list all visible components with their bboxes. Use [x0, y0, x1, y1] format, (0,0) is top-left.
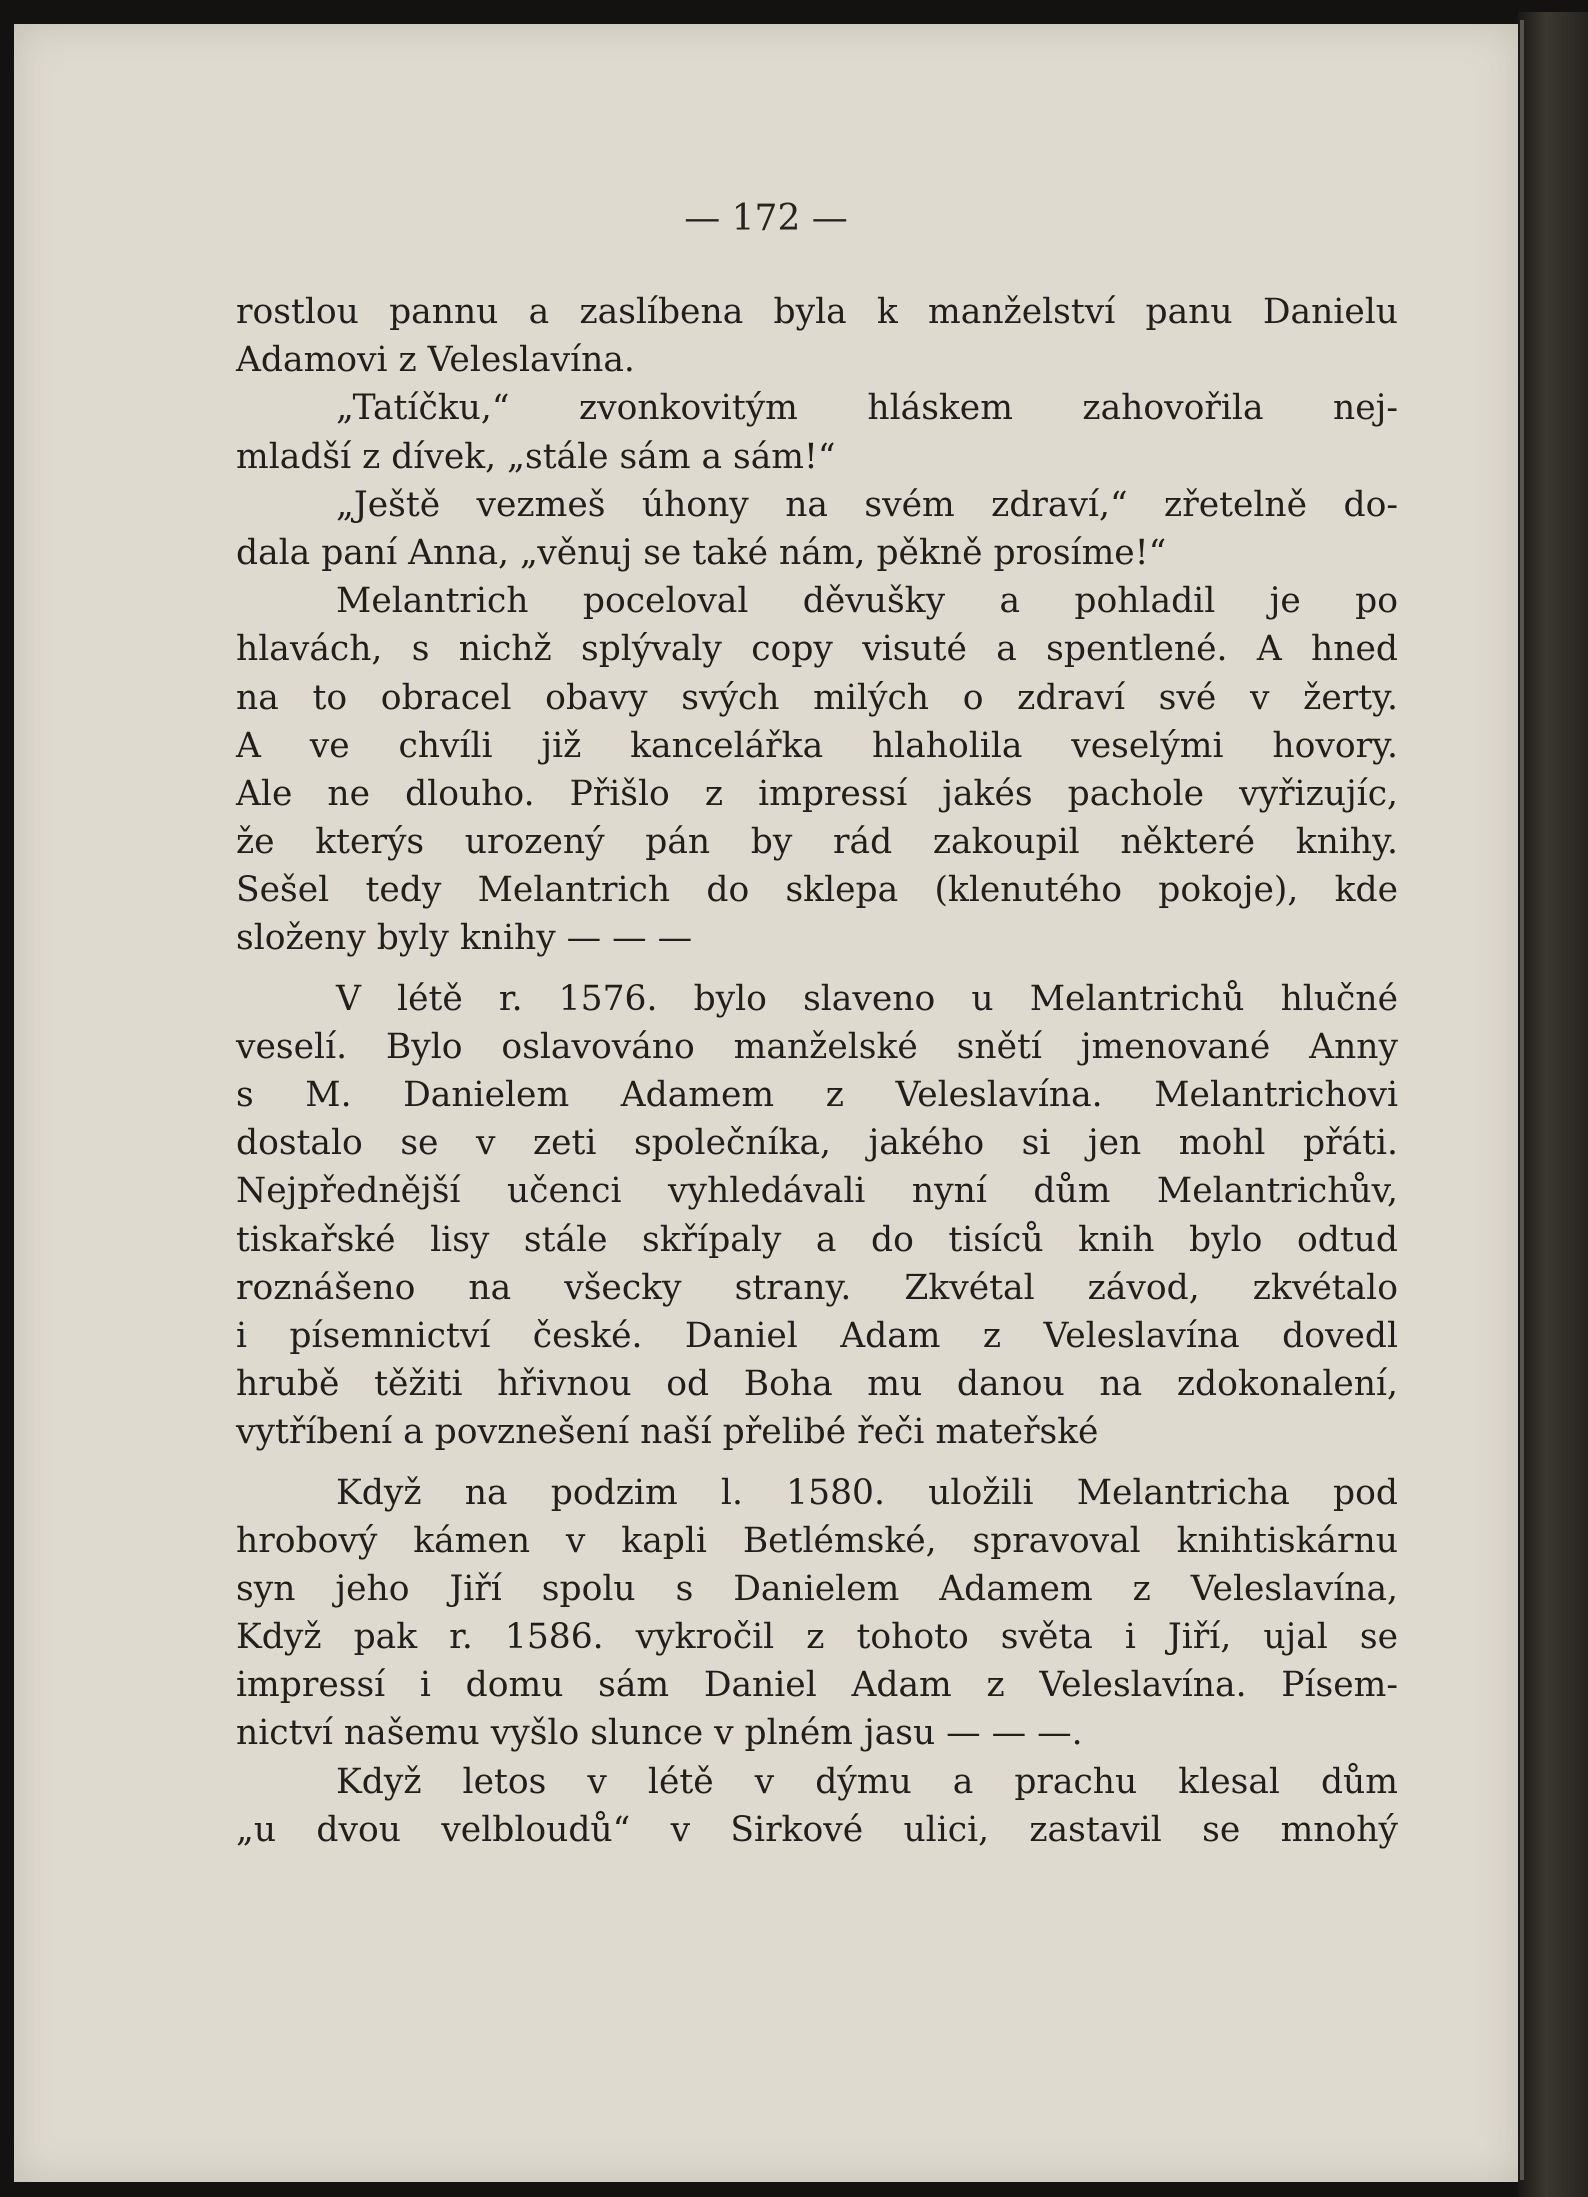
text-line: Sešel tedy Melantrich do sklepa (klenutého pokoje), kde: [236, 870, 1398, 911]
text-line: s M. Danielem Adamem z Veleslavína. Melantrichovi: [236, 1075, 1398, 1115]
text-line: A ve chvíli již kancelářka hlaholila veselými hovory.: [236, 725, 1398, 766]
text-line: i písemnictví české. Daniel Adam z Veleslavína dovedl: [236, 1315, 1398, 1356]
text-line: hlavách, s nichž splývaly copy visuté a spentlené. A hned: [236, 629, 1398, 670]
text-line: dostalo se v zeti společníka, jakého si jen mohl přáti.: [236, 1123, 1398, 1164]
book-spine-edge: [1518, 12, 1588, 2197]
text-line: roznášeno na všecky strany. Zkvétal závod, zkvétalo: [236, 1267, 1398, 1308]
text-line: Ale ne dlouho. Přišlo z impressí jakés pachole vyřizujíc,: [236, 773, 1398, 814]
text-line: „u dvou velbloudů“ v Sirkové ulici, zastavil se mnohý: [236, 1809, 1398, 1850]
text-line: hrubě těžiti hřivnou od Boha mu danou na zdokonalení,: [236, 1364, 1398, 1405]
text-line: mladší z dívek, „stále sám a sám!“: [236, 436, 836, 477]
text-line: že kterýs urozený pán by rád zakoupil některé knihy.: [236, 822, 1398, 863]
text-line: dala paní Anna, „věnuj se také nám, pěkně prosíme!“: [236, 532, 1167, 573]
text-line: veselí. Bylo oslavováno manželské snětí jmenované Anny: [236, 1026, 1398, 1067]
page-number: — 172 —: [684, 198, 848, 239]
text-line: tiskařské lisy stále skřípaly a do tisíců knih bylo odtud: [236, 1219, 1398, 1260]
text-line: V létě r. 1576. bylo slaveno u Melantrichů hlučné: [336, 978, 1398, 1019]
text-line: složeny byly knihy — — —: [236, 918, 693, 959]
text-line: vytříbení a povznešení naší přelibé řeči mateřské: [236, 1412, 1099, 1453]
text-line: syn jeho Jiří spolu s Danielem Adamem z Veleslavína,: [236, 1568, 1398, 1609]
page-edge-line: [1520, 20, 1524, 2180]
text-line: „Ještě vezmeš úhony na svém zdraví,“ zřetelně do-: [336, 484, 1398, 525]
text-line: Když pak r. 1586. vykročil z tohoto světa i Jiří, ujal se: [236, 1617, 1398, 1658]
text-line: Když letos v létě v dýmu a prachu klesal dům: [336, 1761, 1398, 1802]
body-text: [236, 288, 1398, 1854]
paragraph-gap: [236, 963, 1398, 975]
text-line: Nejpřednější učenci vyhledávali nyní dům Melantrichův,: [236, 1171, 1398, 1212]
paragraph-gap: [236, 1457, 1398, 1469]
text-line: impressí i domu sám Daniel Adam z Veleslavína. Písem-: [236, 1665, 1398, 1706]
text-line: na to obracel obavy svých milých o zdraví své v žerty.: [236, 677, 1398, 718]
text-line: Adamovi z Veleslavína.: [236, 340, 635, 381]
text-line: hrobový kámen v kapli Betlémské, spravoval knihtiskárnu: [236, 1520, 1398, 1561]
text-line: Melantrich poceloval děvušky a pohladil je po: [336, 581, 1398, 622]
text-line: Když na podzim l. 1580. uložili Melantricha pod: [336, 1472, 1398, 1513]
text-line: nictví našemu vyšlo slunce v plném jasu — — —.: [236, 1713, 1083, 1754]
text-line: rostlou pannu a zaslíbena byla k manželství panu Danielu: [236, 292, 1398, 332]
text-line: „Tatíčku,“ zvonkovitým hláskem zahovořila nej-: [336, 388, 1398, 429]
book-page: [14, 24, 1518, 2182]
